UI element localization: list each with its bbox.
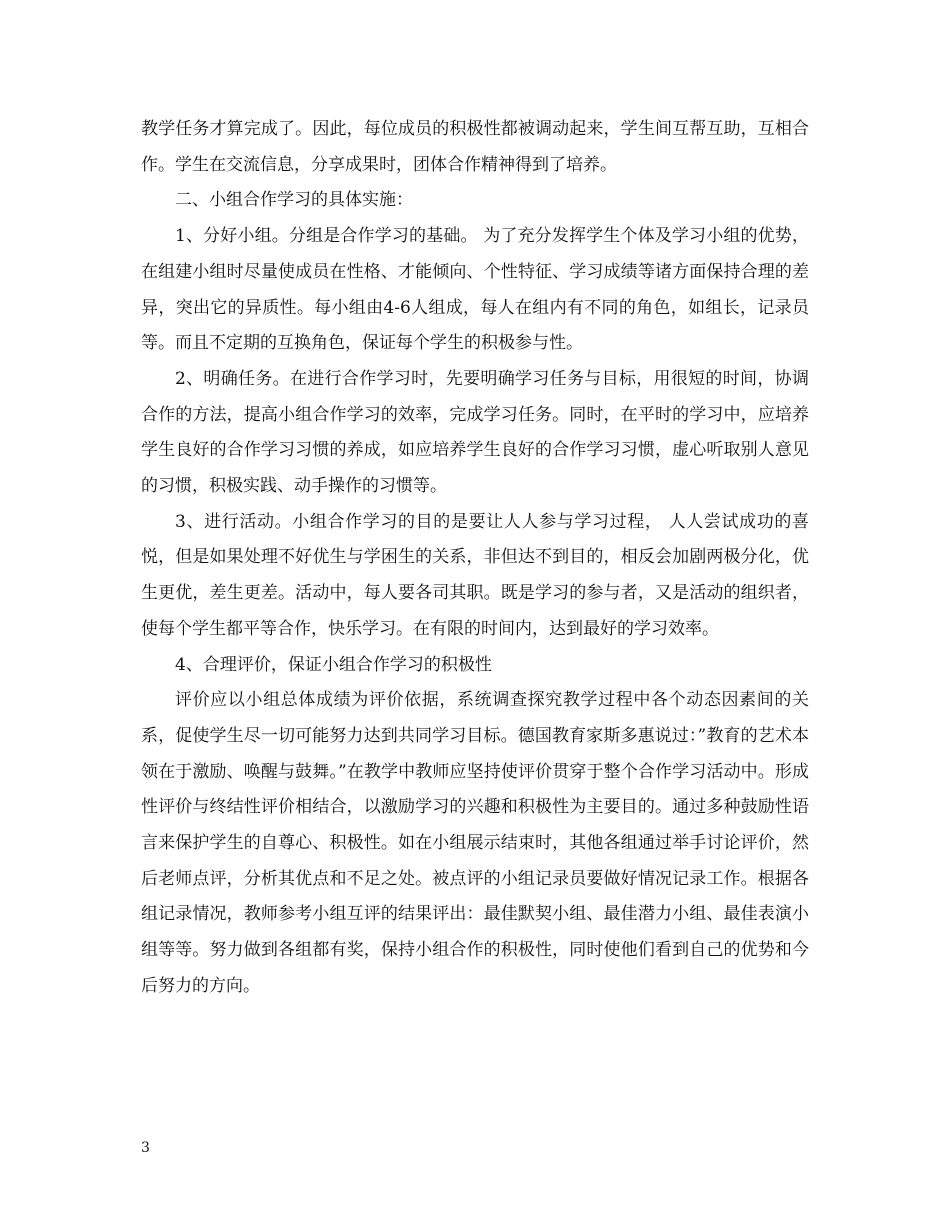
subheading-evaluation: 4、合理评价，保证小组合作学习的积极性 <box>175 654 492 675</box>
section-heading-implementation: 二、小组合作学习的具体实施： <box>175 190 413 211</box>
paragraph-grouping: 1、分好小组。分组是合作学习的基础。 为了充分发挥学生个体及学习小组的优势，在组建小组时尽量使成员在性格、才能倾向、个性特征、学习成绩等诸方面保持合理的差异，突出它的异质性。每小组由4-6人组成，每人在组内有不同的角色，如组长，记录员等。而且不定期的互换角色，保证每个学生的积极参与性。 <box>141 226 809 354</box>
page-number: 3 <box>141 1140 150 1156</box>
document-body <box>141 112 809 1005</box>
paragraph-continuation: 教学任务才算完成了。因此，每位成员的积极性都被调动起来，学生间互帮互助，互相合作。学生在交流信息，分享成果时，团体合作精神得到了培养。 <box>141 119 809 175</box>
paragraph-evaluation: 评价应以小组总体成绩为评价依据，系统调查探究教学过程中各个动态因素间的关系，促使学生尽一切可能努力达到共同学习目标。德国教育家斯多惠说过：”教育的艺术本领在于激励、唤醒与鼓舞。”在教学中教师应坚持使评价贯穿于整个合作学习活动中。形成性评价与终结性评价相结合，以激励学习的兴趣和积极性为主要目的。通过多种鼓励性语言来保护学生的自尊心、积极性。如在小组展示结束时，其他各组通过举手讨论评价，然后老师点评，分析其优点和不足之处。被点评的小组记录员要做好情况记录工作。根据各组记录情况，教师参考小组互评的结果评出：最佳默契小组、最佳潜力小组、最佳表演小组等等。努力做到各组都有奖，保持小组合作的积极性，同时使他们看到自己的优势和今后努力的方向。 <box>141 690 809 996</box>
paragraph-tasks: 2、明确任务。在进行合作学习时，先要明确学习任务与目标，用很短的时间，协调合作的方法，提高小组合作学习的效率，完成学习任务。同时，在平时的学习中，应培养学生良好的合作学习习惯的养成，如应培养学生良好的合作学习习惯，虚心听取别人意见的习惯，积极实践、动手操作的习惯等。 <box>141 368 809 497</box>
paragraph-activities: 3、进行活动。小组合作学习的目的是要让人人参与学习过程， 人人尝试成功的喜悦，但是如果处理不好优生与学困生的关系，非但达不到目的，相反会加剧两极分化，优生更优，差生更差。活动中，每人要各司其职。既是学习的参与者，又是活动的组织者，使每个学生都平等合作，快乐学习。在有限的时间内，达到最好的学习效率。 <box>141 511 809 639</box>
